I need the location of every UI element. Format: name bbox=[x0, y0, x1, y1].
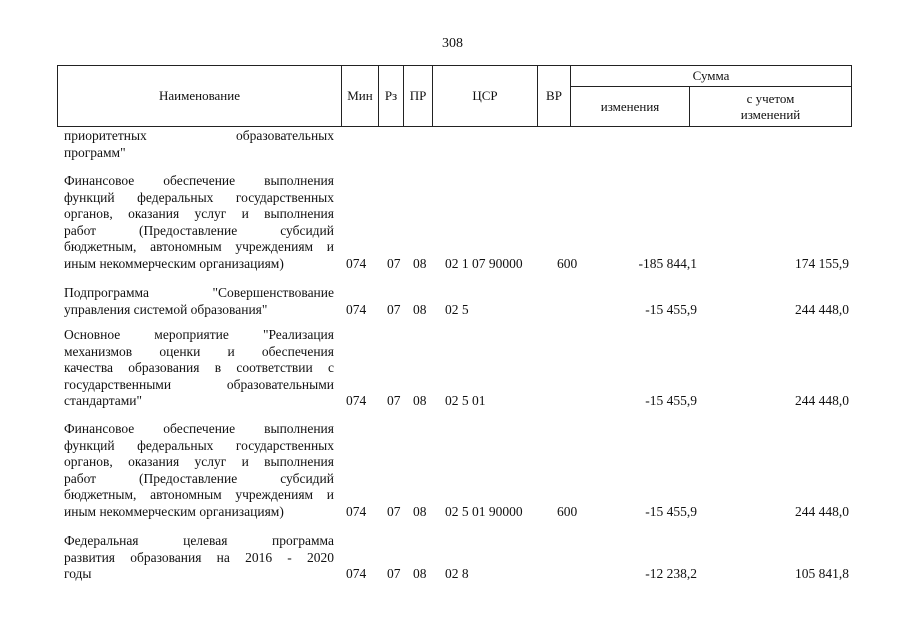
row-csr: 02 5 01 90000 bbox=[445, 503, 523, 519]
row-min: 074 bbox=[346, 255, 367, 271]
row-pr: 08 bbox=[413, 301, 427, 317]
row-pr: 08 bbox=[413, 393, 427, 408]
row-name-line: государственными образовательными bbox=[64, 376, 334, 392]
row-vr: 600 bbox=[557, 255, 578, 271]
row-change: -15 455,9 bbox=[645, 301, 697, 317]
row-name bbox=[64, 533, 334, 583]
row-name-line: механизмов оценки и обеспечения bbox=[64, 343, 334, 359]
row-csr: 02 5 01 bbox=[445, 393, 486, 408]
row-pr: 08 bbox=[413, 566, 427, 581]
row-name bbox=[64, 285, 334, 318]
header-total-line-2: изменений bbox=[740, 106, 801, 122]
row-name bbox=[64, 173, 334, 272]
row-csr: 02 8 bbox=[445, 566, 469, 581]
row-name-line: развития образования на 2016 - 2020 bbox=[64, 549, 334, 565]
row-change: -12 238,2 bbox=[645, 566, 697, 581]
row-total: 244 448,0 bbox=[795, 301, 849, 317]
row-name-line: управления системой образования" bbox=[64, 301, 268, 317]
row-rz: 07 bbox=[387, 301, 401, 317]
header-pr: ПР bbox=[404, 66, 433, 127]
row-name-line: Финансовое обеспечение выполнения bbox=[64, 173, 334, 188]
row-name-line: функций федеральных государственных bbox=[64, 437, 334, 453]
row-vr: 600 bbox=[557, 503, 578, 519]
row-total: 244 448,0 bbox=[795, 503, 849, 519]
row-min: 074 bbox=[346, 566, 367, 581]
row-name-line: Основное мероприятие "Реализация bbox=[64, 327, 334, 342]
row-name-line: органов, оказания услуг и выполнения bbox=[64, 206, 334, 221]
header-csr: ЦСР bbox=[433, 66, 538, 127]
row-change: -185 844,1 bbox=[638, 255, 697, 271]
row-rz: 07 bbox=[387, 255, 401, 271]
row-total: 105 841,8 bbox=[795, 566, 849, 581]
row-name-line: иным некоммерческим организациям) bbox=[64, 255, 284, 271]
row-name-line: бюджетным, автономным учреждениям и bbox=[64, 487, 334, 502]
row-rz: 07 bbox=[387, 566, 401, 581]
row-min: 074 bbox=[346, 503, 367, 519]
row-min: 074 bbox=[346, 393, 367, 408]
page-number: 308 bbox=[442, 36, 463, 51]
header-vr: ВР bbox=[538, 66, 571, 127]
row-name bbox=[64, 421, 334, 520]
row-name-line: функций федеральных государственных bbox=[64, 189, 334, 205]
row-pr: 08 bbox=[413, 503, 427, 519]
row-name-line: годы bbox=[64, 566, 92, 581]
table-header bbox=[57, 65, 852, 127]
row-name-line: органов, оказания услуг и выполнения bbox=[64, 454, 334, 469]
header-change: изменения bbox=[571, 87, 690, 127]
row-csr: 02 1 07 90000 bbox=[445, 255, 523, 271]
row-name-line: Финансовое обеспечение выполнения bbox=[64, 421, 334, 436]
row-name-line: Федеральная целевая программа bbox=[64, 533, 334, 548]
row-name-line: иным некоммерческим организациям) bbox=[64, 503, 284, 519]
header-sum: Сумма bbox=[571, 66, 852, 87]
row-total: 244 448,0 bbox=[795, 393, 849, 408]
row-csr: 02 5 bbox=[445, 301, 469, 317]
row-name-line: Подпрограмма "Совершенствование bbox=[64, 285, 334, 300]
row-name bbox=[64, 327, 334, 410]
row-name-line: приоритетных образовательных bbox=[64, 128, 334, 143]
row-name-line: бюджетным, автономным учреждениям и bbox=[64, 239, 334, 254]
row-change: -15 455,9 bbox=[645, 503, 697, 519]
row-pr: 08 bbox=[413, 255, 427, 271]
header-rz: Рз bbox=[379, 66, 404, 127]
row-rz: 07 bbox=[387, 393, 401, 408]
header-total bbox=[690, 87, 852, 127]
row-total: 174 155,9 bbox=[795, 255, 849, 271]
row-name-line: программ" bbox=[64, 144, 126, 160]
row-name bbox=[64, 128, 334, 161]
header-min: Мин bbox=[342, 66, 379, 127]
row-change: -15 455,9 bbox=[645, 393, 697, 408]
row-min: 074 bbox=[346, 301, 367, 317]
row-name-line: работ (Предоставление субсидий bbox=[64, 470, 334, 486]
row-name-line: стандартами" bbox=[64, 393, 143, 408]
row-rz: 07 bbox=[387, 503, 401, 519]
header-name: Наименование bbox=[58, 66, 342, 127]
header-total-line-1: с учетом bbox=[746, 90, 795, 106]
row-name-line: качества образования в соответствии с bbox=[64, 360, 334, 375]
row-name-line: работ (Предоставление субсидий bbox=[64, 222, 334, 238]
